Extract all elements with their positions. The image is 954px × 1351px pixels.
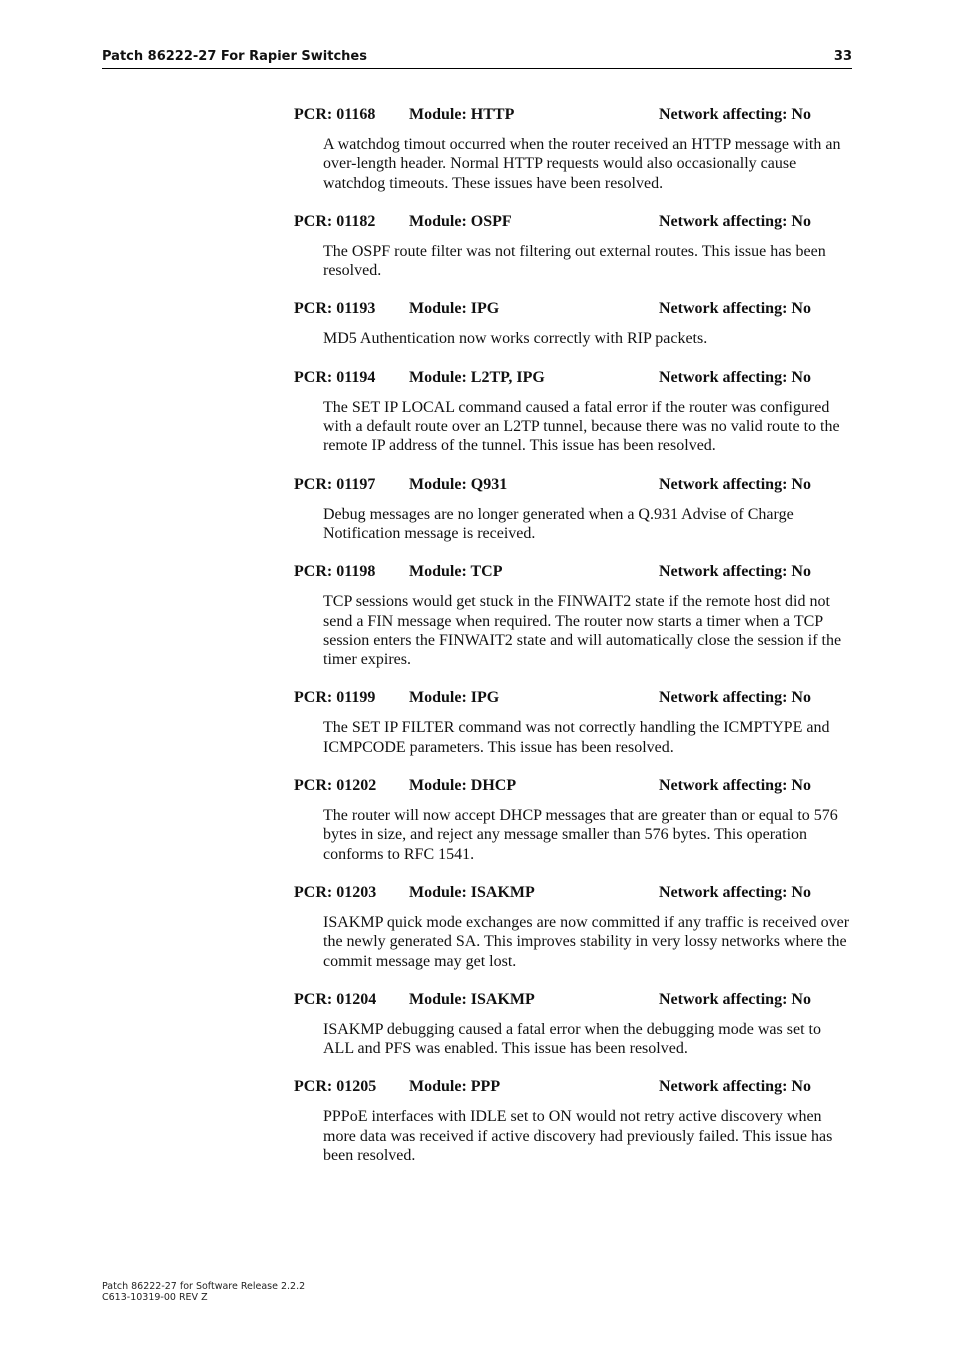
page-header (102, 48, 852, 69)
entry-heading (294, 563, 854, 585)
pcr-number: PCR: 01194 (294, 368, 376, 386)
network-affecting: Network affecting: No (659, 475, 811, 493)
entry-description: The OSPF route filter was not filtering out external routes. This issue has been resolved. (323, 242, 826, 280)
module-name: Module: Q931 (409, 475, 508, 493)
page-footer (102, 1281, 305, 1303)
network-affecting: Network affecting: No (659, 990, 811, 1008)
pcr-number: PCR: 01197 (294, 475, 376, 493)
module-name: Module: TCP (409, 563, 503, 581)
pcr-number: PCR: 01203 (294, 883, 377, 901)
footer-release: Patch 86222-27 for Software Release 2.2.2 (102, 1281, 306, 1292)
network-affecting: Network affecting: No (659, 1078, 811, 1096)
entry-description: The SET IP FILTER command was not correctly handling the ICMPTYPE and ICMPCODE parameters. This issue has been resolved. (323, 719, 830, 756)
pcr-number: PCR: 01199 (294, 689, 376, 707)
pcr-entry (294, 476, 854, 544)
pcr-entry (294, 106, 854, 193)
module-name: Module: DHCP (409, 777, 517, 795)
entry-heading (294, 884, 854, 906)
module-name: Module: ISAKMP (409, 883, 535, 901)
network-affecting: Network affecting: No (659, 212, 811, 230)
entry-description: ISAKMP quick mode exchanges are now committed if any traffic is received over the newly generated SA. This improves stability in very lossy networks where the commit message may get lost. (323, 913, 850, 970)
entry-description: The SET IP LOCAL command caused a fatal error if the router was configured with a default route over an L2TP tunnel, because there was no valid route to the remote IP address of the tunnel. This issue has been resolved. (323, 398, 840, 455)
entry-heading (294, 991, 854, 1013)
entry-heading (294, 777, 854, 799)
module-name: Module: IPG (409, 300, 500, 318)
entry-heading (294, 1078, 854, 1100)
pcr-number: PCR: 01182 (294, 212, 376, 230)
module-name: Module: ISAKMP (409, 990, 535, 1008)
network-affecting: Network affecting: No (659, 689, 811, 707)
entry-description: ISAKMP debugging caused a fatal error when the debugging mode was set to ALL and PFS was enabled. This issue has been resolved. (323, 1020, 821, 1058)
pcr-entry (294, 213, 854, 281)
pcr-number: PCR: 01202 (294, 777, 377, 795)
pcr-number: PCR: 01205 (294, 1078, 377, 1096)
pcr-entry (294, 991, 854, 1059)
page-number: 33 (833, 49, 852, 64)
entry-description: MD5 Authentication now works correctly with RIP packets. (323, 330, 708, 348)
entry-heading (294, 689, 854, 711)
entry-heading (294, 369, 854, 391)
network-affecting: Network affecting: No (659, 300, 811, 318)
pcr-number: PCR: 01198 (294, 563, 376, 581)
entry-heading (294, 476, 854, 498)
entry-heading (294, 213, 854, 235)
entry-heading (294, 106, 854, 128)
pcr-entry (294, 689, 854, 757)
module-name: Module: IPG (409, 689, 500, 707)
entry-description: PPPoE interfaces with IDLE set to ON would not retry active discovery when more data was received if active discovery had previously failed. This issue has been resolved. (323, 1108, 833, 1165)
pcr-number: PCR: 01204 (294, 990, 377, 1008)
network-affecting: Network affecting: No (659, 563, 811, 581)
network-affecting: Network affecting: No (659, 777, 811, 795)
pcr-entry (294, 369, 854, 456)
pcr-number: PCR: 01193 (294, 300, 376, 318)
entry-description: Debug messages are no longer generated when a Q.931 Advise of Charge Notification message is received. (323, 505, 794, 542)
module-name: Module: L2TP, IPG (409, 368, 545, 386)
pcr-entry (294, 777, 854, 864)
network-affecting: Network affecting: No (659, 106, 811, 123)
network-affecting: Network affecting: No (659, 368, 811, 386)
network-affecting: Network affecting: No (659, 883, 811, 901)
pcr-entry (294, 884, 854, 971)
header-title: Patch 86222-27 For Rapier Switches (102, 49, 367, 64)
pcr-entry (294, 563, 854, 669)
pcr-number: PCR: 01168 (294, 106, 376, 123)
pcr-entry (294, 1078, 854, 1165)
entry-heading (294, 300, 854, 322)
pcr-entry (294, 300, 854, 348)
entry-description: TCP sessions would get stuck in the FINWAIT2 state if the remote host did not send a FIN message when required. The router now starts a timer when a TCP session enters the FINWAIT2 state and will automatically close the session if the timer expires. (323, 593, 842, 669)
entry-description: The router will now accept DHCP messages that are greater than or equal to 576 bytes in size, and reject any message smaller than 576 bytes. This operation conforms to RFC 1541. (323, 807, 838, 863)
module-name: Module: OSPF (409, 212, 512, 230)
module-name: Module: HTTP (409, 106, 515, 123)
footer-doc-id: C613-10319-00 REV Z (102, 1292, 208, 1303)
module-name: Module: PPP (409, 1078, 501, 1096)
pcr-entries (294, 106, 854, 1185)
entry-description: A watchdog timout occurred when the router received an HTTP message with an over-length header. Normal HTTP requests would also occasionally cause watchdog timeouts. These issues have been resolved. (323, 136, 841, 192)
